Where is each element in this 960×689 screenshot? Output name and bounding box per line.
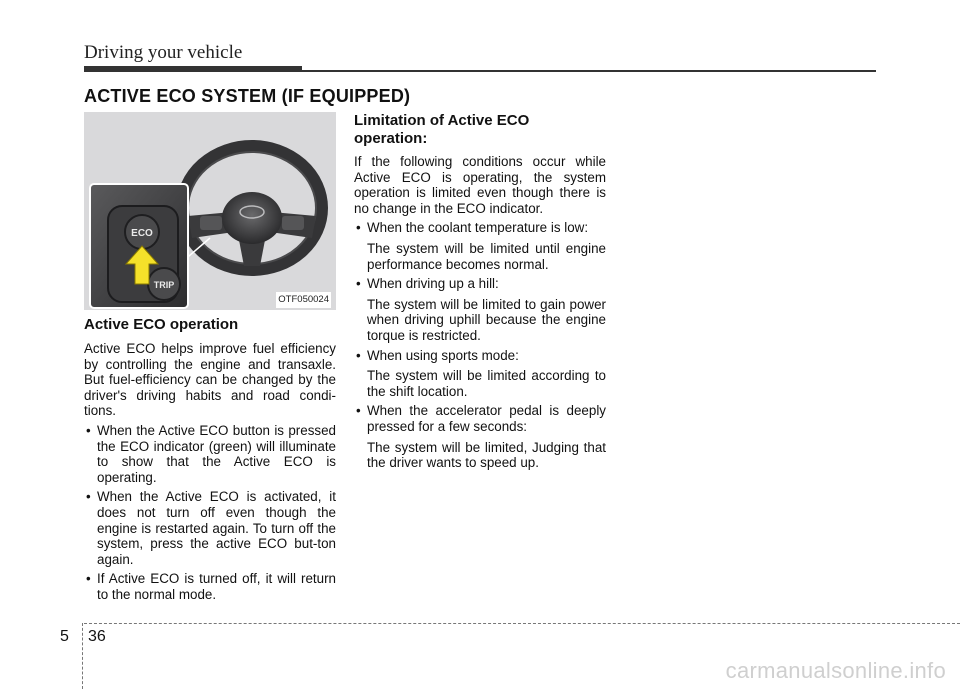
chapter-title: Driving your vehicle [84,42,243,63]
left-heading: Active ECO operation [84,316,239,333]
list-item: • When the Active ECO button is pressed the ECO indicator (green) will illuminate to show that the Active ECO is operating. [84,423,336,485]
steering-wheel-illustration [84,112,336,310]
page-number: 36 [88,628,106,645]
list-item [354,276,606,343]
condition-detail: The system will be limited, Judging that the driver wants to speed up. [367,439,606,471]
list-item [354,348,606,400]
eco-button-label: ECO [131,228,153,239]
footer-divider [82,623,83,689]
chapter-number: 5 [60,628,69,645]
list-item: • If Active ECO is turned off, it will return to the normal mode. [84,571,336,602]
list-item [354,403,606,470]
header-rule-thin [302,70,876,72]
condition-text: • When the accelerator pedal is deeply pressed for a few seconds: [367,403,606,434]
footer-rule [84,623,960,624]
right-heading: Limitation of Active ECO operation: [354,112,530,147]
condition-text: • When the coolant temperature is low: [367,220,589,236]
section-title: ACTIVE ECO SYSTEM (IF EQUIPPED) [84,86,411,106]
condition-detail: The system will be limited to gain power when driving uphill because the engine torque is restricted. [367,296,606,343]
trip-button-label: TRIP [153,280,175,290]
right-bullet-list [354,220,606,470]
header-rule-thick [84,66,302,72]
figure-code: OTF050024 [276,292,331,308]
left-bullet-list [84,423,336,603]
watermark: carmanualsonline.info [725,658,946,683]
condition-detail: The system will be limited according to the shift location. [367,368,606,399]
steering-wheel-drawing [84,112,336,310]
left-intro: Active ECO helps improve fuel efficiency by controlling the engine and transaxle. But fuel-efficiency can be changed by the driver's driving habits and road condi-tions. [84,341,336,419]
list-item [354,220,606,272]
list-item: • When the Active ECO is activated, it does not turn off even though the engine is restarted again. To turn off the system, press the active ECO but-ton again. [84,489,336,567]
condition-detail: The system will be limited until engine performance becomes normal. [367,240,606,272]
right-intro: If the following conditions occur while Active ECO is operating, the system operation is limited even though there is no change in the ECO indicator. [354,154,606,216]
condition-text: • When driving up a hill: [367,276,499,292]
right-column [354,112,606,471]
left-column [84,112,336,603]
condition-text: • When using sports mode: [367,347,519,363]
